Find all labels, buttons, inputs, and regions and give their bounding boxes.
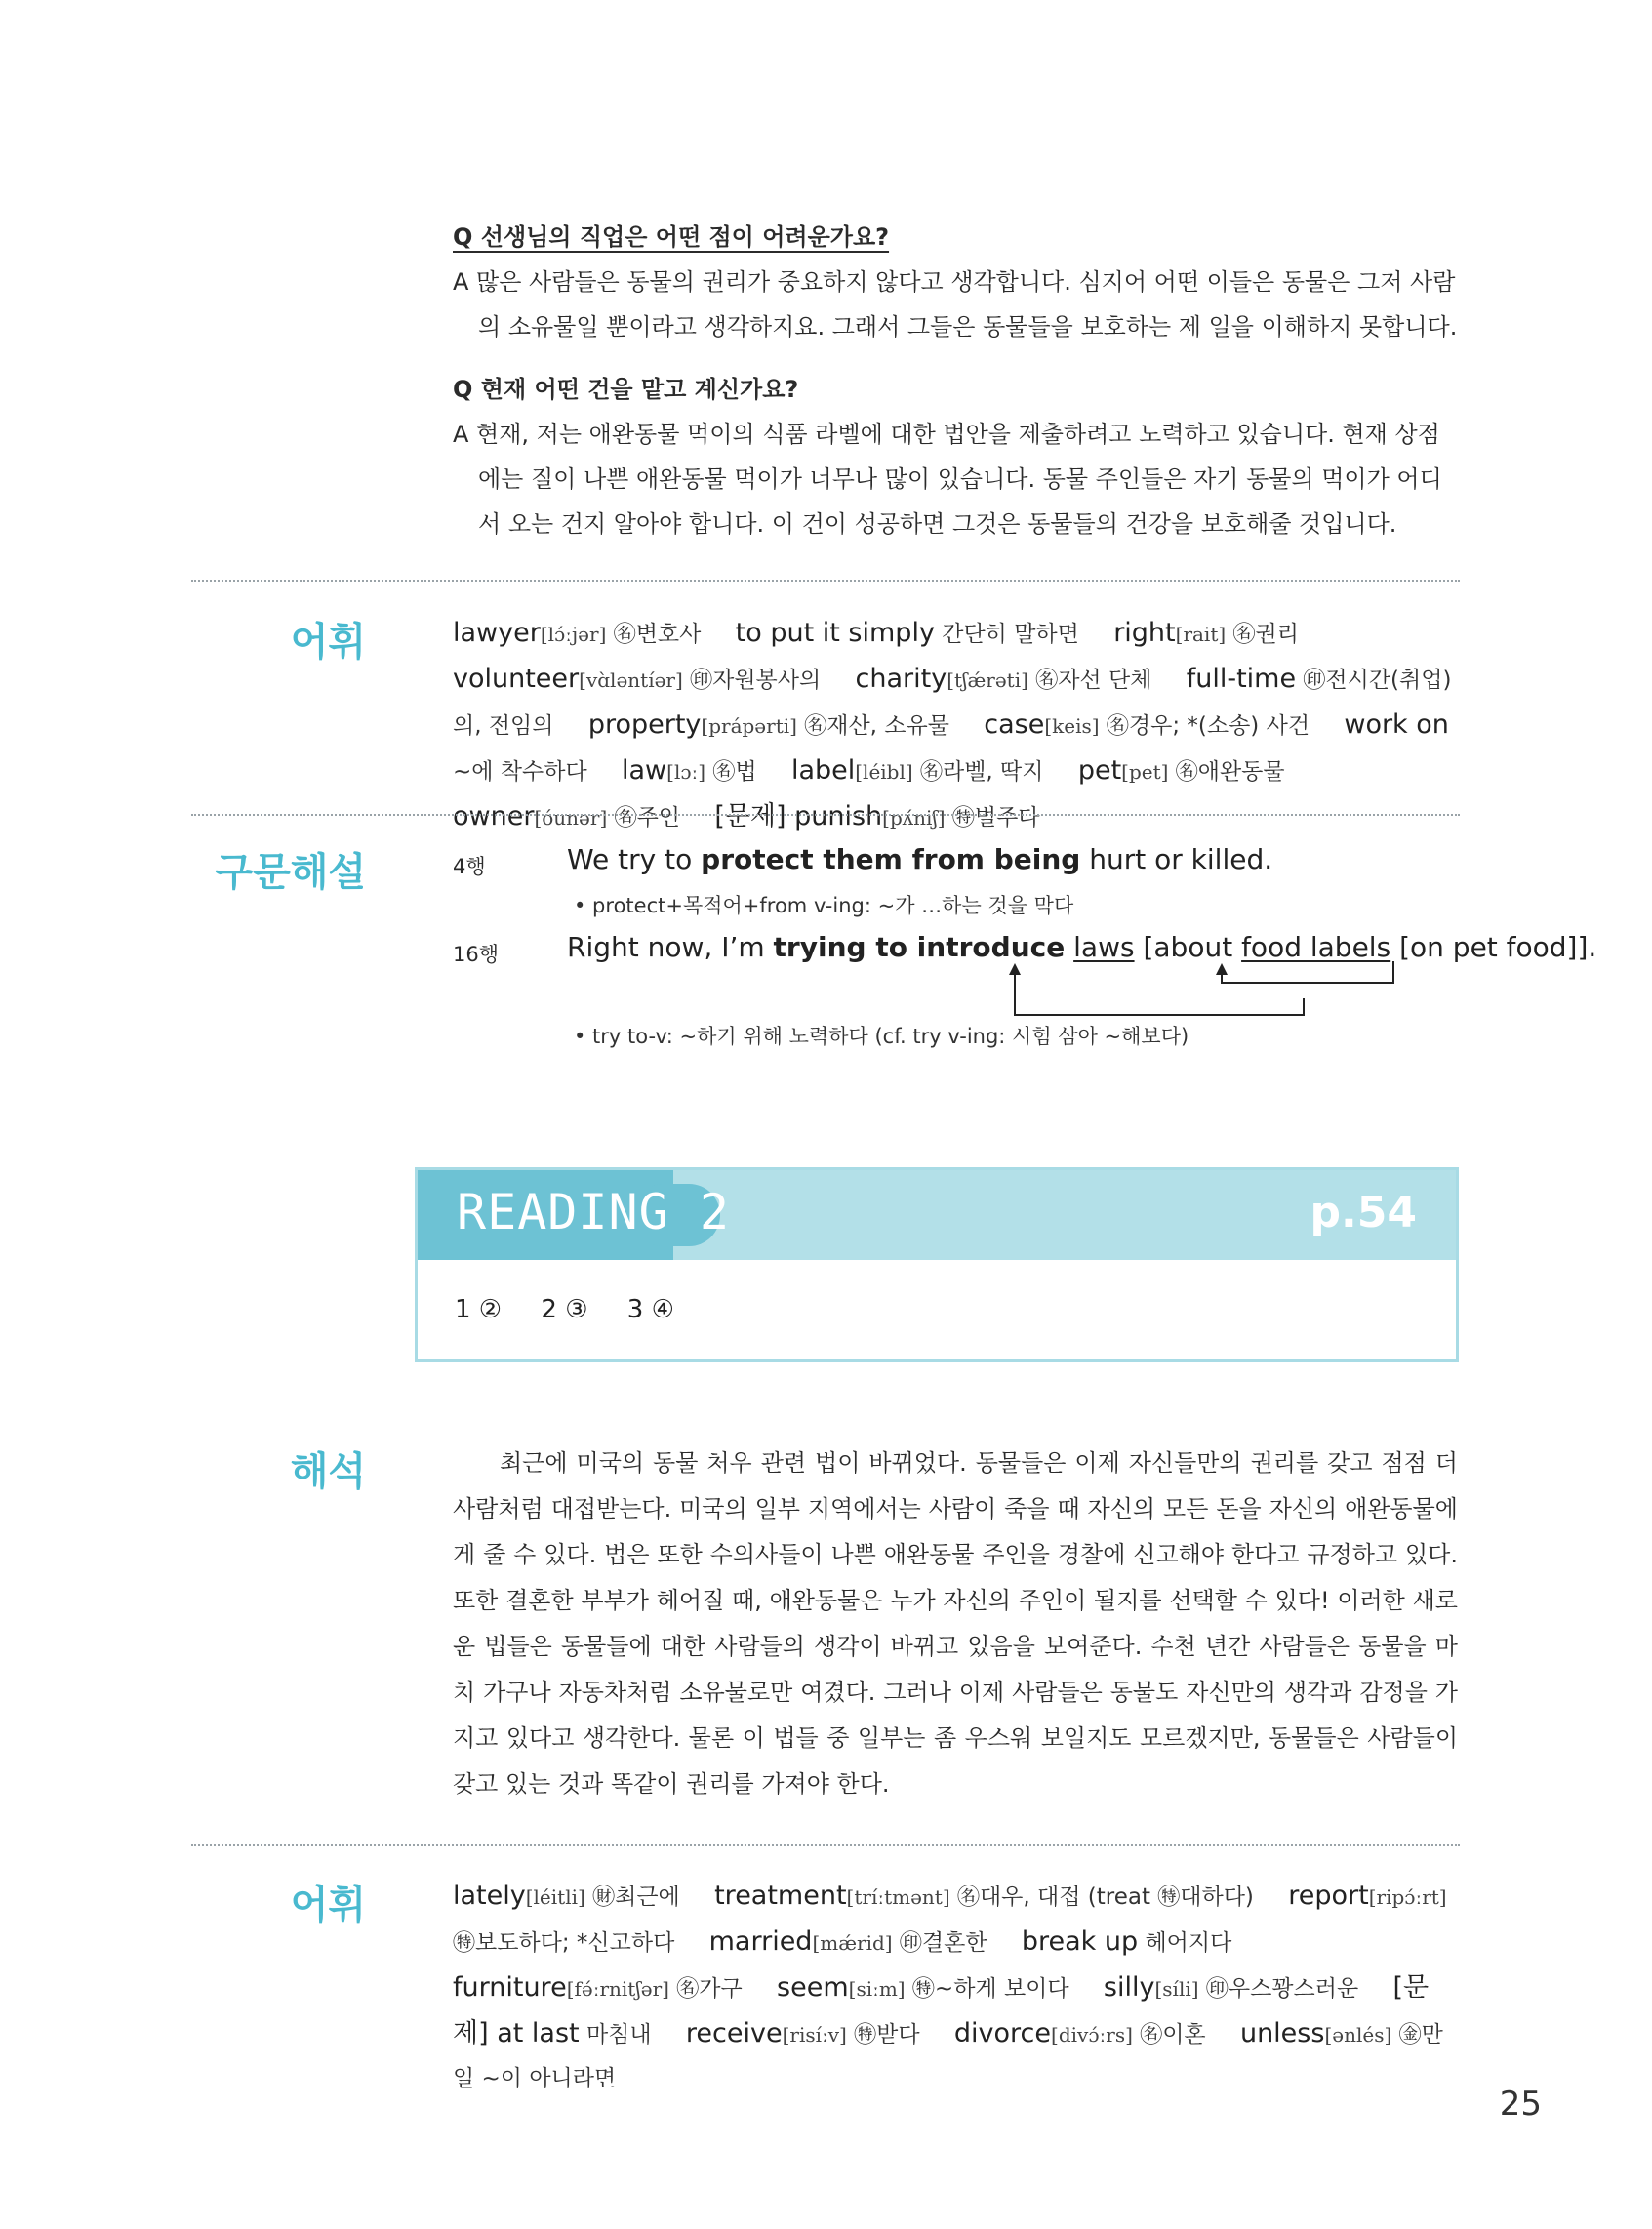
vocab-entry (953, 2018, 1206, 2048)
vocab-entry (1021, 1926, 1232, 1957)
vocab-word: work on (1344, 709, 1449, 740)
vocab-meaning: ㊕벌주다 (951, 805, 1040, 831)
vocab-pronunciation: [mǽrid] (812, 1931, 893, 1955)
modifier-arrows (976, 961, 1415, 1020)
vocab-entry (685, 2018, 920, 2048)
vocab-list-1 (453, 611, 1463, 840)
vocab-word: case (984, 709, 1045, 740)
vocab-list-2 (453, 1874, 1463, 2101)
vocab-meaning: ㊕~하게 보이다 (911, 1976, 1069, 2002)
vocab-word: owner (453, 801, 535, 831)
bold-phrase: protect them from being (701, 843, 1081, 875)
vocab-word: lawyer (453, 618, 541, 648)
vocab-entry (453, 618, 702, 648)
answer-item: 1 ② (455, 1295, 503, 1324)
vocab-meaning: ㊔애완동물 (1175, 759, 1285, 785)
section-label-syntax: 구문해설 (215, 850, 366, 895)
qa-block-1 (453, 215, 1458, 349)
vocab-word: full-time (1186, 664, 1297, 694)
vocab-pronunciation: [pet] (1121, 760, 1169, 784)
vocab-meaning: ㊔법 (712, 759, 757, 785)
vocab-entry (790, 755, 1044, 786)
divider (191, 814, 1460, 816)
vocab-meaning: ㊎만일 ~이 아니라면 (453, 2022, 1443, 2091)
vocab-entry (714, 801, 1040, 831)
vocab-entry (622, 755, 757, 786)
divider (191, 1844, 1460, 1846)
vocab-meaning: ㊔대우, 대접 (treat ㊕대하다) (956, 1885, 1254, 1910)
vocab-entry (714, 1881, 1254, 1911)
reading-title: READING 2 (457, 1184, 730, 1240)
vocab-word: treatment (714, 1881, 847, 1911)
reading-page: p.54 (1310, 1188, 1417, 1237)
vocab-pronunciation: [siːm] (848, 1977, 906, 2001)
underlined-word: laws (1073, 931, 1135, 963)
vocab-meaning: ㊕보도하다; *신고하다 (453, 1930, 675, 1956)
answer-item: 2 ③ (541, 1295, 588, 1324)
text: [on pet food]]. (1390, 931, 1597, 963)
answer-2: A 현재, 저는 애완동물 먹이의 식품 라벨에 대한 법안을 제출하려고 노력하고 있습니다. 현재 상점에는 질이 나쁜 애완동물 먹이가 너무나 많이 있습니다. 동물 주인들은 자기 동물의 먹이가 어디서 오는 건지 알아야 합니다. 이 건이 성공하면 그것은 동물들의 건강을 보호해줄 것입니다. (453, 421, 1442, 538)
section-label-vocab: 어휘 (290, 1883, 366, 1927)
vocab-meaning: ㊔자선 단체 (1035, 668, 1152, 693)
vocab-word: furniture (453, 1972, 567, 2003)
vocab-word: charity (855, 664, 947, 694)
vocab-pronunciation: [óunər] (534, 806, 608, 830)
vocab-pronunciation: [risíːv] (782, 2023, 847, 2047)
vocab-word: silly (1103, 1972, 1155, 2003)
question-1: Q 선생님의 직업은 어떤 점이 어려운가요? (453, 223, 890, 251)
text: [about (1134, 931, 1242, 963)
answer-1: A 많은 사람들은 동물의 권리가 중요하지 않다고 생각합니다. 심지어 어떤 이들은 동물은 그저 사람의 소유물일 뿐이라고 생각하지요. 그래서 그들은 동물들을 보호하는 제 일을 이해하지 못합니다. (453, 268, 1458, 341)
answer-item: 3 ④ (626, 1295, 674, 1324)
vocab-pronunciation: [rait] (1175, 623, 1227, 646)
vocab-entry (984, 709, 1310, 740)
vocab-pronunciation: [lɔː] (666, 760, 706, 784)
divider (191, 580, 1460, 582)
vocab-entry (1103, 1972, 1359, 2003)
vocab-entry (453, 1881, 680, 1911)
text: Right now, I’m (567, 931, 774, 963)
bold-phrase: trying to introduce (773, 931, 1066, 963)
vocab-word: seem (777, 1972, 849, 2003)
underlined-word: food labels (1241, 931, 1391, 963)
syntax-note-2: • try to-v: ~하기 위해 노력하다 (cf. try v-ing: 시험 삼아 ~해보다) (574, 1025, 1189, 1048)
vocab-word: to put it simply (735, 618, 935, 648)
vocab-meaning: ㊔변호사 (613, 622, 702, 647)
text: We try to (567, 843, 702, 875)
syntax-note-1: • protect+목적어+from v-ing: ~가 …하는 것을 막다 (574, 894, 1074, 917)
vocab-meaning: ㊞전시간(취업)의, 전임의 (453, 668, 1452, 739)
vocab-meaning: ㊔주인 (614, 805, 680, 831)
vocab-pronunciation: [pʌ́niʃ] (882, 806, 946, 830)
vocab-meaning: 헤어지다 (1145, 1930, 1232, 1956)
vocab-word: report (1288, 1881, 1369, 1911)
vocab-word: law (622, 755, 667, 786)
vocab-pronunciation: [tríːtmənt] (846, 1885, 950, 1909)
vocab-word: label (790, 755, 856, 786)
vocab-entry (453, 1972, 743, 2003)
vocab-entry (777, 1972, 1069, 2003)
vocab-word: [문제] at last (453, 1972, 1430, 2048)
vocab-pronunciation: [lɔ́ːjər] (540, 623, 607, 646)
section-label-translation: 해석 (290, 1449, 366, 1494)
question-2: Q 현재 어떤 건을 맡고 계신가요? (453, 376, 799, 403)
vocab-word: property (587, 709, 702, 740)
vocab-meaning: 간단히 말하면 (942, 622, 1079, 647)
vocab-meaning: ㊞결혼한 (899, 1930, 987, 1956)
syntax-sentence-2 (567, 931, 1596, 963)
qa-block-2 (453, 367, 1458, 547)
vocab-word: pet (1077, 755, 1122, 786)
vocab-pronunciation: [prápərti] (701, 714, 797, 738)
section-label-vocab: 어휘 (290, 620, 366, 665)
vocab-word: volunteer (453, 664, 580, 694)
vocab-word: [문제] punish (714, 801, 883, 831)
vocab-pronunciation: [ənlés] (1324, 2023, 1392, 2047)
vocab-meaning: ~에 착수하다 (453, 759, 587, 785)
vocab-meaning: ㊞자원봉사의 (690, 668, 822, 693)
reading-answer-box (415, 1167, 1459, 1362)
vocab-entry (855, 664, 1152, 694)
vocab-meaning: ㊕받다 (854, 2022, 920, 2047)
vocab-pronunciation: [ripɔ́ːrt] (1368, 1885, 1447, 1909)
vocab-word: lately (453, 1881, 526, 1911)
vocab-entry (708, 1926, 987, 1957)
vocab-pronunciation: [léitli] (525, 1885, 585, 1909)
vocab-meaning: ㊔가구 (676, 1976, 743, 2002)
page-number: 25 (1499, 2085, 1542, 2124)
vocab-meaning: ㊖최근에 (592, 1885, 680, 1910)
answer-list (455, 1295, 705, 1324)
vocab-meaning: ㊔라벨, 딱지 (920, 759, 1044, 785)
line-number: 16행 (453, 943, 500, 966)
translation-paragraph: 최근에 미국의 동물 처우 관련 법이 바뀌었다. 동물들은 이제 자신들만의 권리를 갖고 점점 더 사람처럼 대접받는다. 미국의 일부 지역에서는 사람이 죽을 때 자신의 모든 돈을 자신의 애완동물에게 줄 수 있다. 법은 또한 수의사들이 나쁜 애완동물 주인을 경찰에 신고해야 한다고 규정하고 있다. 또한 결혼한 부부가 헤어질 때, 애완동물은 누가 자신의 주인이 될지를 선택할 수 있다! 이러한 새로운 법들은 동물들에 대한 사람들의 생각이 바뀌고 있음을 보여준다. 수천 년간 사람들은 동물을 마치 가구나 자동차처럼 소유물로만 여겼다. 그러나 이제 사람들은 동물도 자신만의 생각과 감정을 가지고 있다고 생각한다. 물론 이 법들 중 일부는 좀 우스워 보일지도 모르겠지만, 동물들은 사람들이 갖고 있는 것과 똑같이 권리를 가져야 한다. (453, 1449, 1458, 1798)
reading-header (418, 1170, 1456, 1260)
vocab-word: unless (1239, 2018, 1325, 2048)
vocab-meaning: ㊔권리 (1232, 622, 1299, 647)
vocab-pronunciation: [síli] (1154, 1977, 1199, 2001)
line-number: 4행 (453, 855, 486, 878)
vocab-pronunciation: [fə́ːrnitʃər] (566, 1977, 669, 2001)
vocab-meaning: ㊞우스꽝스러운 (1205, 1976, 1359, 2002)
vocab-pronunciation: [vɑ̀ləntíər] (579, 669, 683, 692)
vocab-meaning: ㊔재산, 소유물 (804, 713, 949, 739)
vocab-word: married (708, 1926, 813, 1957)
text: hurt or killed. (1080, 843, 1273, 875)
vocab-pronunciation: [tʃǽrəti] (947, 669, 1028, 692)
vocab-word: right (1113, 618, 1176, 648)
vocab-entry (453, 801, 680, 831)
vocab-pronunciation: [léibl] (855, 760, 913, 784)
vocab-entry (453, 664, 822, 694)
vocab-pronunciation: [keis] (1044, 714, 1100, 738)
vocab-meaning: ㊔경우; *(소송) 사건 (1106, 713, 1310, 739)
vocab-meaning: ㊔이혼 (1140, 2022, 1206, 2047)
vocab-word: receive (685, 2018, 783, 2048)
vocab-word: divorce (953, 2018, 1052, 2048)
syntax-sentence-1 (567, 843, 1272, 875)
vocab-meaning: 마침내 (585, 2022, 652, 2047)
vocab-entry (1113, 618, 1299, 648)
vocab-entry (735, 618, 1079, 648)
vocab-entry (1077, 755, 1285, 786)
vocab-word: break up (1021, 1926, 1139, 1957)
vocab-entry (587, 709, 949, 740)
vocab-pronunciation: [divɔ́ːrs] (1051, 2023, 1133, 2047)
